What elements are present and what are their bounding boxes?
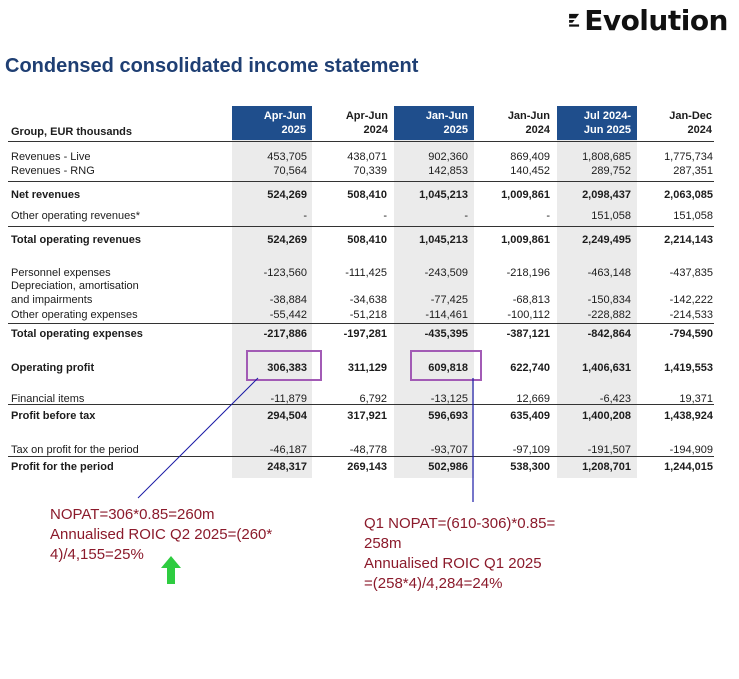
row-value: 1,208,701 <box>582 461 631 473</box>
row-value: -197,281 <box>343 328 387 340</box>
row-value: - <box>546 210 550 222</box>
row-value: 1,045,213 <box>419 234 468 246</box>
row-value: 902,360 <box>428 151 468 163</box>
row-value: -93,707 <box>430 444 468 456</box>
row-value: 453,705 <box>267 151 307 163</box>
row-value: -228,882 <box>587 309 631 321</box>
row-value: 287,351 <box>673 165 713 177</box>
row-value: -218,196 <box>506 267 550 279</box>
row-value: 70,564 <box>273 165 307 177</box>
row-value: 438,071 <box>347 151 387 163</box>
row-value: 508,410 <box>347 234 387 246</box>
row-value: -51,218 <box>349 309 387 321</box>
row-value: 294,504 <box>267 410 307 422</box>
column-header: Jan-Jun 2024 <box>507 110 550 136</box>
row-value: 12,669 <box>516 393 550 405</box>
row-value: -34,638 <box>349 294 387 306</box>
row-value: 151,058 <box>673 210 713 222</box>
page-title: Condensed consolidated income statement <box>5 55 419 77</box>
column-header: Apr-Jun 2024 <box>345 110 388 136</box>
row-value: 2,214,143 <box>664 234 713 246</box>
row-value: -437,835 <box>669 267 713 279</box>
row-value: 1,775,734 <box>664 151 713 163</box>
row-value: -11,879 <box>270 393 307 405</box>
row-value: 1,406,631 <box>582 362 631 374</box>
row-value: 1,009,861 <box>501 234 550 246</box>
row-value: -214,533 <box>669 309 713 321</box>
row-label: Revenues - Live <box>11 151 91 163</box>
row-value: 1,009,861 <box>501 189 550 201</box>
column-header: Apr-Jun 2025 <box>263 110 306 136</box>
row-value: -794,590 <box>669 328 713 340</box>
row-label: Personnel expenses <box>11 267 111 279</box>
row-value: -217,886 <box>263 328 307 340</box>
row-value: -97,109 <box>512 444 550 456</box>
row-value: 6,792 <box>359 393 387 405</box>
row-value: 317,921 <box>347 410 387 422</box>
row-label: Financial items <box>11 393 85 405</box>
row-value: -77,425 <box>430 294 468 306</box>
row-value: -48,778 <box>349 444 387 456</box>
row-value: -13,125 <box>430 393 468 405</box>
row-value: -194,909 <box>669 444 713 456</box>
row-value: -68,813 <box>512 294 550 306</box>
row-label: Other operating revenues* <box>11 210 141 222</box>
column-header: Jul 2024- Jun 2025 <box>583 110 631 136</box>
row-value: 524,269 <box>267 234 307 246</box>
row-value: 142,853 <box>428 165 468 177</box>
row-value: -435,395 <box>424 328 468 340</box>
row-value: 635,409 <box>510 410 550 422</box>
row-value: 1,438,924 <box>664 410 713 422</box>
row-value: -142,222 <box>669 294 713 306</box>
row-value: 596,693 <box>428 410 468 422</box>
row-value: 508,410 <box>347 189 387 201</box>
row-label: and impairments <box>11 294 93 306</box>
row-label: Net revenues <box>11 189 81 201</box>
row-label: Revenues - RNG <box>11 165 95 177</box>
row-value: 19,371 <box>679 393 713 405</box>
row-value: 311,129 <box>347 362 387 374</box>
row-value: 1,400,208 <box>582 410 631 422</box>
row-value: - <box>464 210 468 222</box>
row-value: - <box>303 210 307 222</box>
row-value: -114,461 <box>425 309 468 321</box>
row-value: -243,509 <box>424 267 468 279</box>
row-value: 609,818 <box>428 362 468 374</box>
annotation-right: Q1 NOPAT=(610-306)*0.85= 258m Annualised ROIC Q1 2025 =(258*4)/4,284=24% <box>364 515 556 592</box>
row-value: 538,300 <box>510 461 550 473</box>
row-value: 269,143 <box>347 461 387 473</box>
row-value: -55,442 <box>269 309 307 321</box>
row-value: 1,419,553 <box>664 362 713 374</box>
row-value: 869,409 <box>510 151 550 163</box>
row-label: Other operating expenses <box>11 309 138 321</box>
row-value: 1,045,213 <box>419 189 468 201</box>
row-value: 2,249,495 <box>582 234 631 246</box>
row-value: -6,423 <box>599 393 631 405</box>
row-label: Profit for the period <box>11 461 114 473</box>
row-label: Depreciation, amortisation <box>11 280 139 292</box>
logo-text: Evolution <box>584 3 728 37</box>
row-value: 2,098,437 <box>582 189 631 201</box>
row-value: -100,112 <box>507 309 550 321</box>
row-label: Profit before tax <box>11 410 96 422</box>
row-value: -463,148 <box>587 267 631 279</box>
row-value: -387,121 <box>506 328 550 340</box>
row-value: -842,864 <box>587 328 631 340</box>
group-label: Group, EUR thousands <box>11 126 132 138</box>
green-up-arrow-icon <box>161 556 181 584</box>
row-value: -150,834 <box>587 294 631 306</box>
row-label: Tax on profit for the period <box>11 444 139 456</box>
row-value: -111,425 <box>345 267 387 279</box>
column-header: Jan-Jun 2025 <box>425 110 468 136</box>
row-value: - <box>383 210 387 222</box>
row-value: 140,452 <box>510 165 550 177</box>
connector-line-left <box>138 378 258 498</box>
row-value: -191,507 <box>587 444 631 456</box>
row-value: 524,269 <box>267 189 307 201</box>
row-value: -46,187 <box>269 444 307 456</box>
row-value: 502,986 <box>428 461 468 473</box>
row-value: 1,244,015 <box>664 461 713 473</box>
row-value: 622,740 <box>510 362 550 374</box>
row-value: 289,752 <box>591 165 631 177</box>
row-value: 70,339 <box>353 165 387 177</box>
row-value: 2,063,085 <box>664 189 713 201</box>
row-label: Operating profit <box>11 362 95 374</box>
row-value: -38,884 <box>269 294 307 306</box>
row-value: 151,058 <box>591 210 631 222</box>
row-value: 1,808,685 <box>582 151 631 163</box>
row-value: 306,383 <box>267 362 307 374</box>
row-label: Total operating expenses <box>11 328 143 340</box>
row-label: Total operating revenues <box>11 234 141 246</box>
row-value: 248,317 <box>267 461 307 473</box>
column-header: Jan-Dec 2024 <box>669 110 712 136</box>
row-value: -123,560 <box>263 267 307 279</box>
annotation-left: NOPAT=306*0.85=260m Annualised ROIC Q2 2025=(260* 4)/4,155=25% <box>50 506 273 563</box>
